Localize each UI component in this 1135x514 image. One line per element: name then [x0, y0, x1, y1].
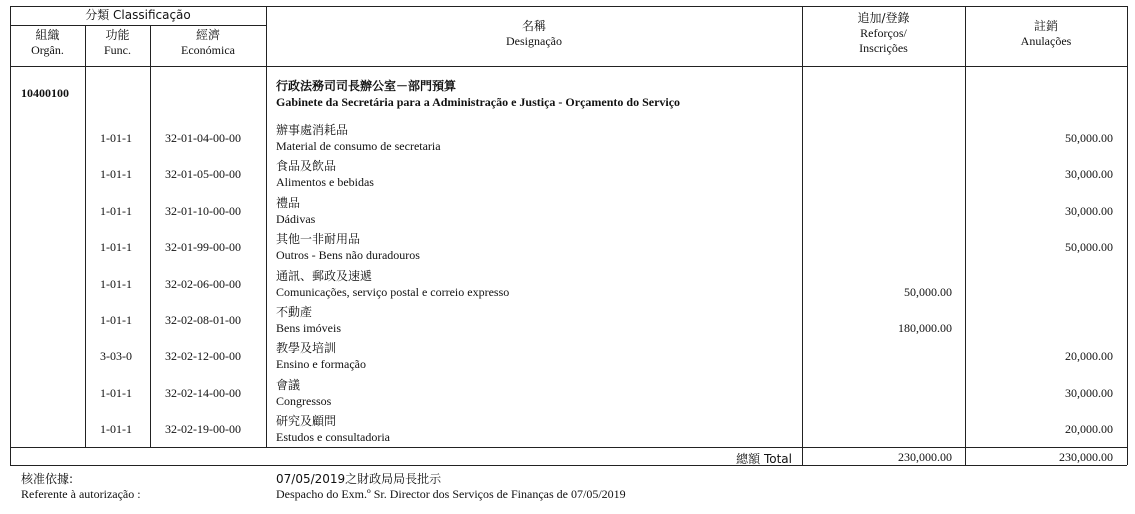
table-top-border	[10, 6, 1127, 7]
total-anulacao: 230,000.00	[1059, 450, 1113, 464]
row-designation-zh: 禮品	[276, 196, 301, 210]
func-header-zh: 功能	[105, 28, 130, 42]
row-anulacao-amount: 50,000.00	[1065, 131, 1113, 145]
authorization-value-pt: Despacho do Exm.º Sr. Director dos Serviços de Finanças de 07/05/2019	[276, 487, 626, 501]
total-bottom-border	[10, 465, 1127, 466]
row-designation-zh: 會議	[276, 378, 301, 392]
section-title-zh: 行政法務司司長辦公室－部門預算	[276, 79, 457, 93]
row-designation-pt: Dádivas	[276, 212, 316, 226]
func-header	[85, 28, 150, 58]
row-econ-code: 32-01-99-00-00	[165, 240, 241, 254]
row-designation-pt: Congressos	[276, 394, 332, 408]
row-econ-code: 32-02-19-00-00	[165, 422, 241, 436]
reforco-header	[802, 11, 965, 56]
row-anulacao-amount: 20,000.00	[1065, 349, 1113, 363]
row-reforco-amount: 180,000.00	[898, 321, 952, 335]
row-designation-pt: Estudos e consultadoria	[276, 430, 390, 444]
row-anulacao-amount: 30,000.00	[1065, 204, 1113, 218]
row-econ-code: 32-01-10-00-00	[165, 204, 241, 218]
row-anulacao-amount: 50,000.00	[1065, 240, 1113, 254]
row-func-code: 1-01-1	[100, 204, 132, 218]
func-econ-divider	[150, 25, 151, 447]
designation-header	[266, 19, 802, 49]
reforco-header-pt1: Reforços/	[860, 26, 907, 40]
row-designation-zh: 食品及飲品	[276, 159, 337, 173]
row-designation-pt: Comunicações, serviço postal e correio expresso	[276, 285, 510, 299]
authorization-label-zh: 核准依據:	[21, 472, 74, 486]
row-econ-code: 32-02-08-01-00	[165, 313, 241, 327]
row-designation-zh: 通訊、郵政及速遞	[276, 269, 373, 283]
row-func-code: 1-01-1	[100, 386, 132, 400]
organ-header-zh: 組織	[35, 28, 60, 42]
row-designation-pt: Bens imóveis	[276, 321, 341, 335]
row-econ-code: 32-02-06-00-00	[165, 277, 241, 291]
classification-header: 分類 Classificação	[85, 8, 191, 22]
econ-designation-divider	[266, 6, 267, 447]
header-bottom-border	[10, 66, 1127, 67]
organ-code: 10400100	[21, 86, 69, 100]
row-designation-pt: Alimentos e bebidas	[276, 175, 374, 189]
row-designation-zh: 不動產	[276, 305, 313, 319]
row-designation-pt: Material de consumo de secretaria	[276, 139, 441, 153]
row-func-code: 1-01-1	[100, 131, 132, 145]
row-func-code: 3-03-0	[100, 349, 132, 363]
econ-header-pt: Económica	[181, 43, 235, 57]
section-title-pt: Gabinete da Secretária para a Administração e Justiça - Orçamento do Serviço	[276, 95, 681, 109]
row-designation-pt: Ensino e formação	[276, 357, 366, 371]
table-right-border	[1127, 6, 1128, 465]
classification-divider	[10, 25, 266, 26]
anulacao-header-pt: Anulações	[1020, 34, 1072, 48]
row-designation-zh: 辦事處消耗品	[276, 123, 349, 137]
total-top-border	[10, 447, 1127, 448]
row-econ-code: 32-02-14-00-00	[165, 386, 241, 400]
row-designation-zh: 教學及培訓	[276, 341, 337, 355]
organ-header-pt: Orgân.	[31, 43, 64, 57]
anulacao-header-zh: 註銷	[1033, 19, 1058, 33]
organ-func-divider	[85, 25, 86, 447]
table-left-border	[10, 6, 11, 465]
row-econ-code: 32-01-05-00-00	[165, 167, 241, 181]
row-reforco-amount: 50,000.00	[904, 285, 952, 299]
row-func-code: 1-01-1	[100, 313, 132, 327]
row-anulacao-amount: 20,000.00	[1065, 422, 1113, 436]
total-reforco: 230,000.00	[898, 450, 952, 464]
total-label: 總額 Total	[736, 452, 792, 466]
designation-header-zh: 名稱	[521, 19, 546, 33]
econ-header	[150, 28, 266, 58]
anulacao-header	[965, 19, 1127, 49]
row-anulacao-amount: 30,000.00	[1065, 386, 1113, 400]
row-func-code: 1-01-1	[100, 240, 132, 254]
row-func-code: 1-01-1	[100, 422, 132, 436]
row-designation-zh: 其他一非耐用品	[276, 232, 361, 246]
authorization-label-pt: Referente à autorização :	[21, 487, 141, 501]
row-anulacao-amount: 30,000.00	[1065, 167, 1113, 181]
econ-header-zh: 經濟	[195, 28, 220, 42]
reforco-header-zh: 追加/登錄	[857, 11, 910, 25]
designation-header-pt: Designação	[506, 34, 562, 48]
row-econ-code: 32-02-12-00-00	[165, 349, 241, 363]
authorization-value-zh: 07/05/2019之財政局局長批示	[276, 472, 442, 486]
reforco-header-pt2: Inscrições	[859, 41, 908, 55]
row-designation-zh: 研究及顧問	[276, 414, 337, 428]
func-header-pt: Func.	[104, 43, 131, 57]
row-econ-code: 32-01-04-00-00	[165, 131, 241, 145]
designation-reforco-divider	[802, 6, 803, 465]
row-func-code: 1-01-1	[100, 277, 132, 291]
row-designation-pt: Outros - Bens não duradouros	[276, 248, 420, 262]
organ-header	[10, 28, 85, 58]
row-func-code: 1-01-1	[100, 167, 132, 181]
